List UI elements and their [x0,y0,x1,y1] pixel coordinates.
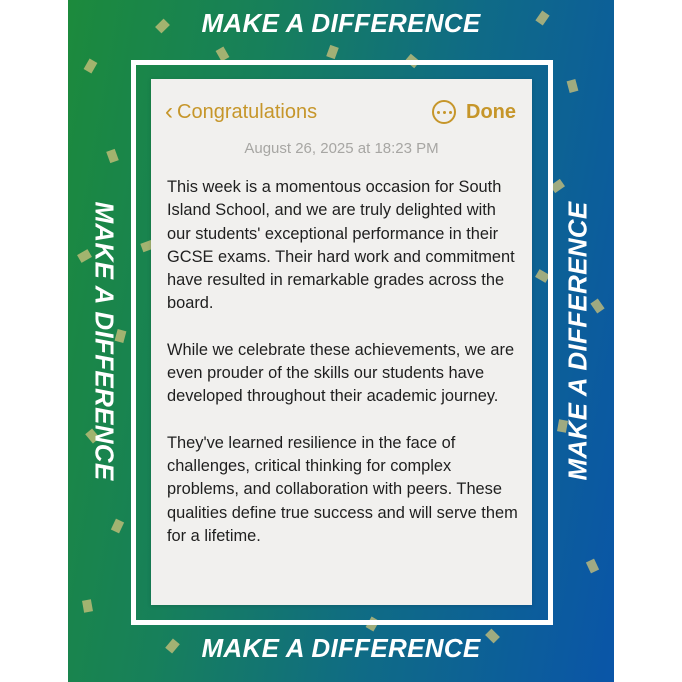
banner-left: MAKE A DIFFERENCE [89,201,120,481]
banner-top: MAKE A DIFFERENCE [201,8,481,38]
done-button[interactable]: Done [466,101,516,123]
note-paragraph: While we celebrate these achievements, we are even prouder of the skills our students have developed throughout their academic journey. [167,340,515,406]
confetti-piece [84,59,98,74]
more-options-icon[interactable] [432,100,456,124]
note-body[interactable] [167,176,523,571]
confetti-piece [111,519,124,534]
confetti-piece [106,149,119,163]
confetti-piece [586,559,599,574]
banner-right: MAKE A DIFFERENCE [562,201,593,481]
confetti-piece [567,79,579,93]
chevron-left-icon: ‹ [165,98,173,125]
confetti-piece [326,45,339,59]
notes-nav-bar [151,79,532,145]
note-date: August 26, 2025 at 18:23 PM [244,140,439,157]
notes-card [151,79,532,605]
note-paragraph: This week is a momentous occasion for South Island School, and we are truly delighted with our students' exceptional performance in their GCSE exams. Their hard work and commitment have resulted in remarkable grades across the board. [167,178,515,313]
back-button-label: Congratulations [177,100,318,123]
banner-bottom: MAKE A DIFFERENCE [201,633,481,663]
confetti-piece [82,599,93,612]
note-paragraph: They've learned resilience in the face of challenges, critical thinking for complex problems, and collaboration with peers. These qualities define true success and will serve them for a lifetime. [167,433,518,545]
back-button[interactable] [165,100,317,124]
